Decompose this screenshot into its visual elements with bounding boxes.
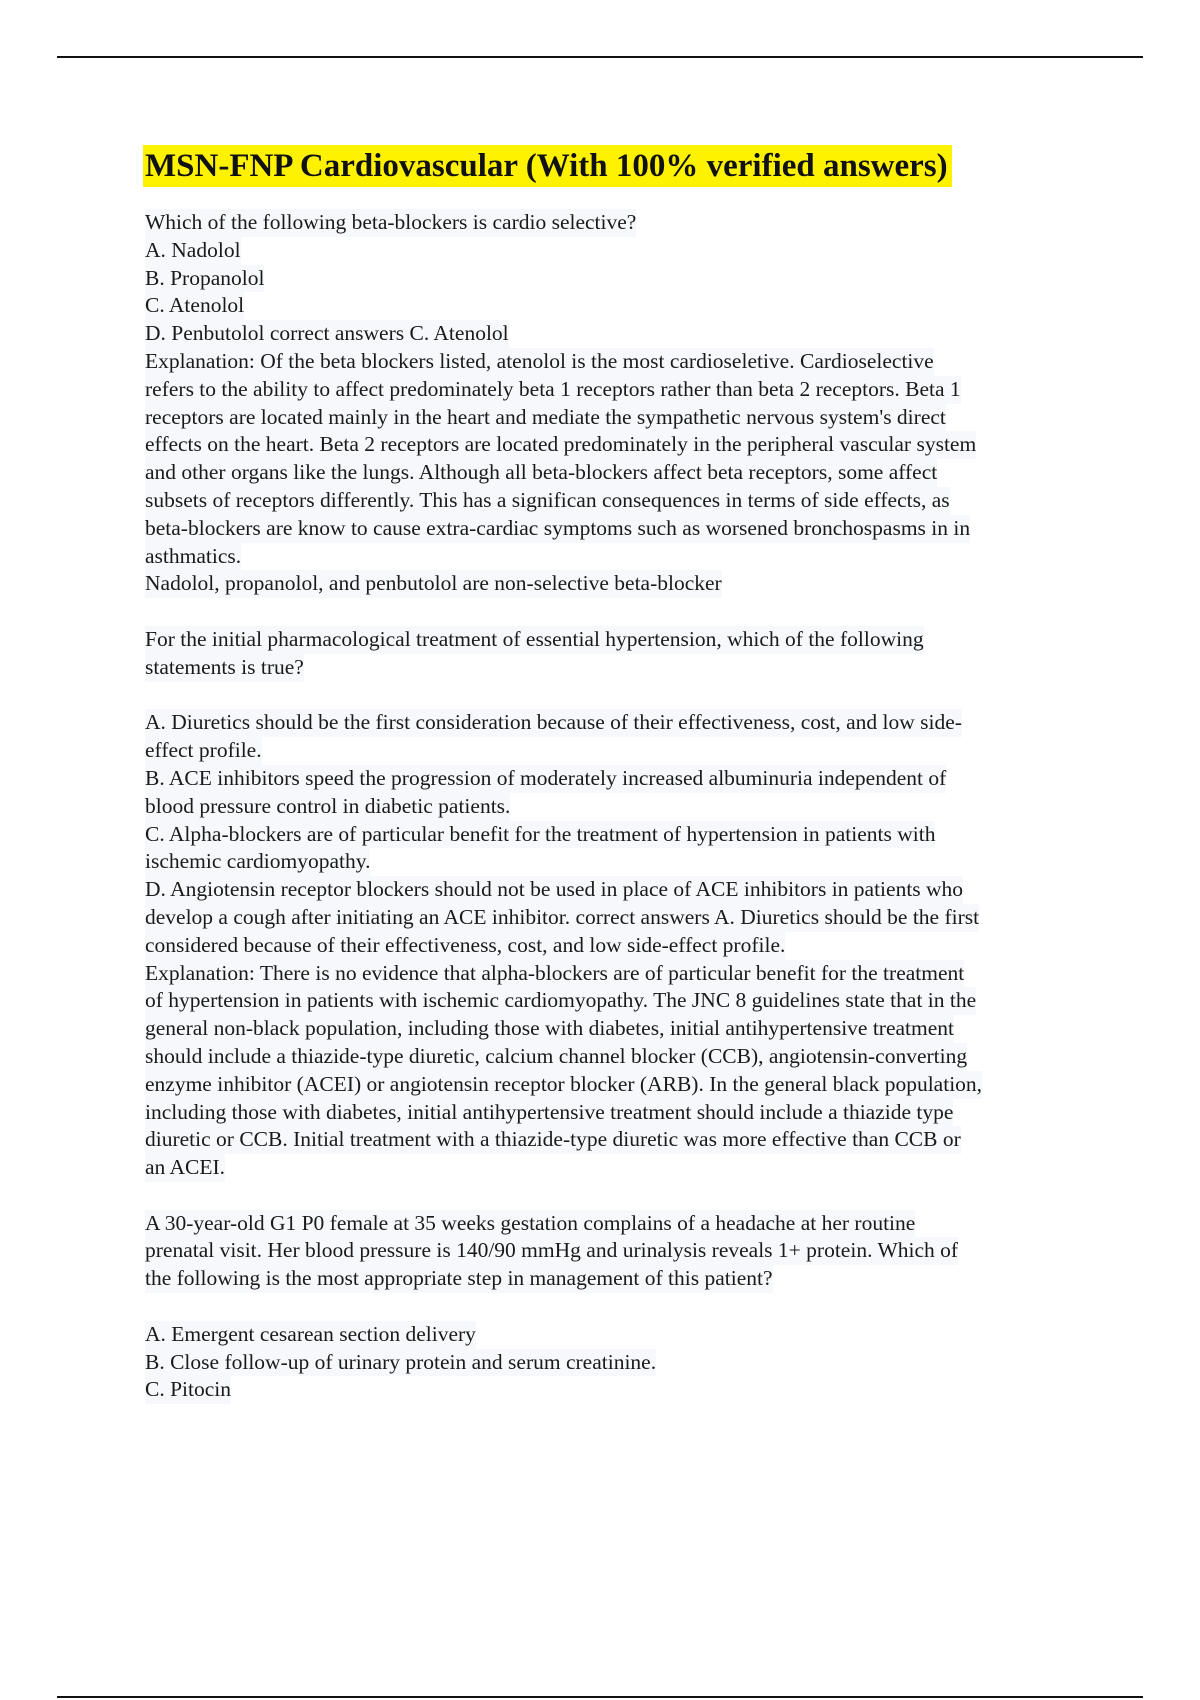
answer-option: A. Diuretics should be the first consideration because of their effectiveness, cost, and low side- <box>145 709 962 737</box>
question-text: Which of the following beta-blockers is cardio selective? <box>145 209 636 237</box>
question-1 <box>145 209 1095 598</box>
paragraph-gap <box>145 682 1095 710</box>
answer-option: C. Atenolol <box>145 292 244 320</box>
answer-option-with-correct-answer: considered because of their effectiveness, cost, and low side-effect profile. <box>145 932 785 960</box>
answer-option: C. Pitocin <box>145 1376 231 1404</box>
explanation-line: beta-blockers are know to cause extra-cardiac symptoms such as worsened bronchospasms in in <box>145 515 970 543</box>
explanation-line: an ACEI. <box>145 1154 225 1182</box>
document-title: MSN-FNP Cardiovascular (With 100% verified answers) <box>143 145 952 187</box>
answer-option: D. Angiotensin receptor blockers should not be used in place of ACE inhibitors in patients who <box>145 876 963 904</box>
document-body <box>145 145 1095 1404</box>
paragraph-gap <box>145 598 1095 626</box>
answer-option: B. ACE inhibitors speed the progression of moderately increased albuminuria independent of <box>145 765 946 793</box>
explanation-line: asthmatics. <box>145 543 241 571</box>
paragraph-gap <box>145 1182 1095 1210</box>
question-3 <box>145 1210 1095 1405</box>
answer-option: C. Alpha-blockers are of particular benefit for the treatment of hypertension in patients with <box>145 821 935 849</box>
explanation-line: including those with diabetes, initial antihypertensive treatment should include a thiazide type <box>145 1099 953 1127</box>
answer-option: effect profile. <box>145 737 262 765</box>
answer-option: A. Nadolol <box>145 237 241 265</box>
answer-option: blood pressure control in diabetic patients. <box>145 793 510 821</box>
question-text: statements is true? <box>145 654 304 682</box>
footer-rule <box>57 1696 1143 1698</box>
question-text: prenatal visit. Her blood pressure is 140/90 mmHg and urinalysis reveals 1+ protein. Which of <box>145 1237 958 1265</box>
explanation-line: receptors are located mainly in the heart and mediate the sympathetic nervous system's direct <box>145 404 946 432</box>
explanation-line: should include a thiazide-type diuretic, calcium channel blocker (CCB), angiotensin-converting <box>145 1043 967 1071</box>
explanation-line: diuretic or CCB. Initial treatment with a thiazide-type diuretic was more effective than CCB or <box>145 1126 961 1154</box>
paragraph-gap <box>145 1293 1095 1321</box>
explanation-line: Explanation: There is no evidence that alpha-blockers are of particular benefit for the treatment <box>145 960 964 988</box>
explanation-line: effects on the heart. Beta 2 receptors are located predominately in the peripheral vascular system <box>145 431 976 459</box>
explanation-line: of hypertension in patients with ischemic cardiomyopathy. The JNC 8 guidelines state that in the <box>145 987 976 1015</box>
answer-option: B. Propanolol <box>145 265 264 293</box>
question-text: For the initial pharmacological treatment of essential hypertension, which of the following <box>145 626 924 654</box>
explanation-line: general non-black population, including those with diabetes, initial antihypertensive treatment <box>145 1015 954 1043</box>
answer-option: A. Emergent cesarean section delivery <box>145 1321 476 1349</box>
explanation-line: refers to the ability to affect predominately beta 1 receptors rather than beta 2 receptors. Beta 1 <box>145 376 961 404</box>
answer-option-with-correct-answer: D. Penbutolol correct answers C. Atenolol <box>145 320 509 348</box>
question-2 <box>145 626 1095 1182</box>
answer-option: ischemic cardiomyopathy. <box>145 848 370 876</box>
explanation-line: Explanation: Of the beta blockers listed, atenolol is the most cardioseletive. Cardioselective <box>145 348 934 376</box>
answer-option: B. Close follow-up of urinary protein and serum creatinine. <box>145 1349 656 1377</box>
explanation-line: enzyme inhibitor (ACEI) or angiotensin receptor blocker (ARB). In the general black population, <box>145 1071 982 1099</box>
explanation-line: subsets of receptors differently. This has a significan consequences in terms of side effects, as <box>145 487 950 515</box>
explanation-line: and other organs like the lungs. Although all beta-blockers affect beta receptors, some affect <box>145 459 937 487</box>
question-text: the following is the most appropriate step in management of this patient? <box>145 1265 773 1293</box>
explanation-line: Nadolol, propanolol, and penbutolol are non-selective beta-blocker <box>145 570 722 598</box>
question-text: A 30-year-old G1 P0 female at 35 weeks gestation complains of a headache at her routine <box>145 1210 915 1238</box>
header-rule <box>57 56 1143 58</box>
answer-option-with-correct-answer: develop a cough after initiating an ACE inhibitor. correct answers A. Diuretics should be the first <box>145 904 979 932</box>
